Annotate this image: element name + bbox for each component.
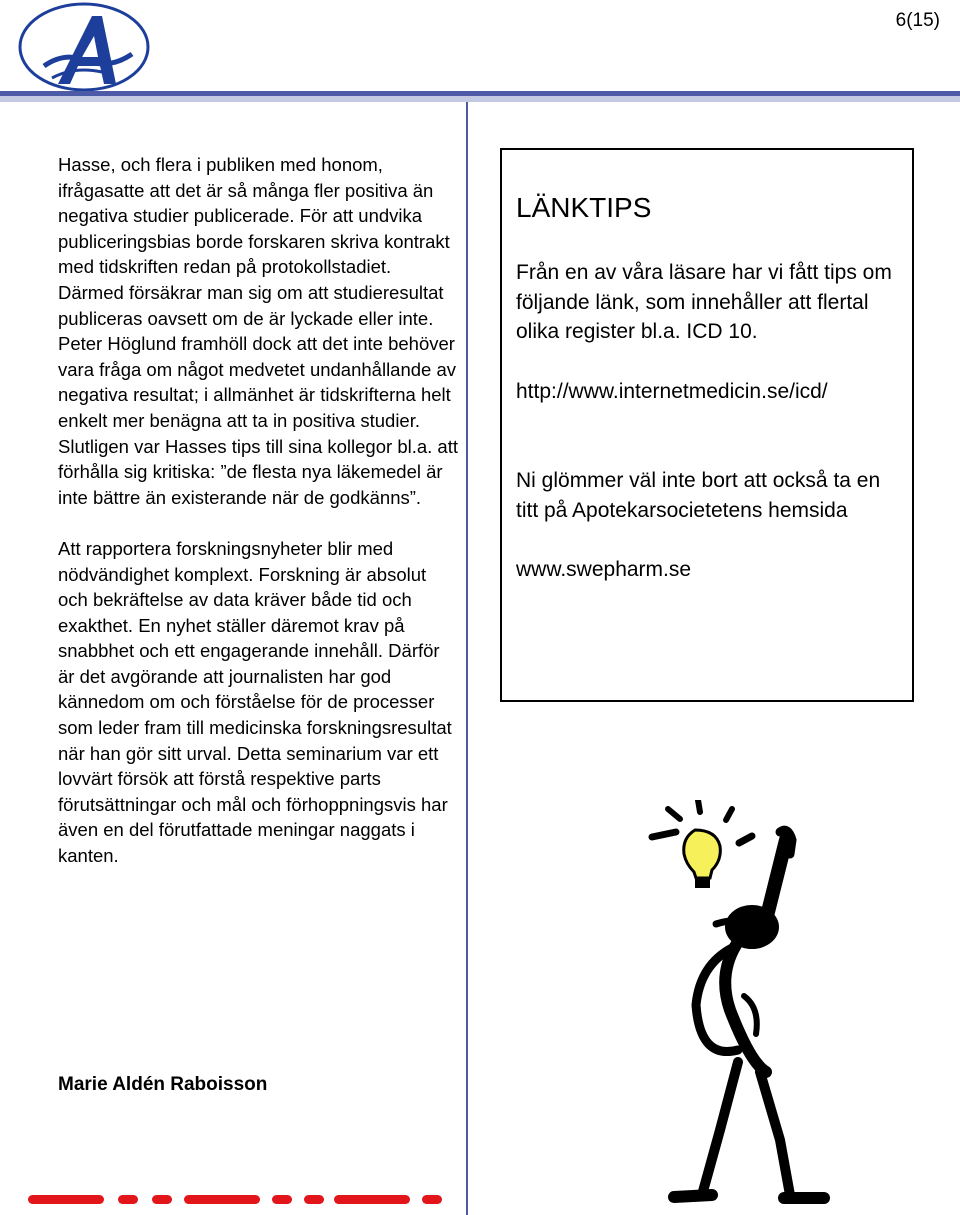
link-tips-box — [500, 148, 914, 702]
page-number: 6(15) — [895, 10, 940, 31]
article-paragraph: Att rapportera forskningsnyheter blir med nödvändighet komplext. Forskning är absolut och bekräftelse av data kräver både tid och exakthet. En nyhet ställer däremot krav på snabbhet och ett engagerande innehåll. Därför är det avgörande att journalisten har god kännedom om och förståelse för de processer som leder fram till medicinska forskningsresultat när han gör sitt urval. Detta seminarium var ett lovvärt försök att förstå respektive parts förutsättningar och mål och förhoppningsvis har även en del förutfattade meningar naggats i kanten. — [58, 537, 452, 867]
bottom-dashed-rule — [28, 1192, 443, 1208]
tips-link-swepharm[interactable]: www.swepharm.se — [516, 558, 692, 581]
article-body — [58, 152, 458, 869]
author-name: Marie Aldén Raboisson — [58, 1074, 268, 1095]
tips-reminder: Ni glömmer väl inte bort att också ta en titt på Apotekarsocietetens hemsida — [516, 469, 881, 522]
lightbulb-idea-figure-icon — [640, 800, 890, 1215]
header-rule — [0, 91, 960, 102]
tips-intro: Från en av våra läsare har vi fått tips om följande länk, som innehåller att flertal olika register bl.a. ICD 10. — [516, 261, 892, 343]
column-divider — [466, 102, 468, 1215]
tips-link-icd[interactable]: http://www.internetmedicin.se/icd/ — [516, 379, 828, 403]
article-paragraph: Hasse, och flera i publiken med honom, ifrågasatte att det är så många fler positiva än negativa studier publicerade. För att undvika publiceringsbias borde forskaren skriva kontrakt med tidskriften redan på protokollstadiet. Därmed försäkrar man sig om att studieresultat publiceras oavsett om de är lyckade eller inte. Peter Höglund framhöll dock att det inte behöver vara fråga om något medvetet undanhållande av negativa resultat; i allmänhet är tidskrifterna helt enkelt mer benägna att ta in positiva studier. — [58, 154, 457, 431]
article-paragraph: Slutligen var Hasses tips till sina kollegor bl.a. att förhålla sig kritiska: ”de flesta nya läkemedel är inte bättre än existerande när de godkänns”. — [58, 435, 458, 508]
logo-a-icon — [14, 2, 150, 94]
tips-title: LÄNKTIPS — [516, 192, 652, 223]
